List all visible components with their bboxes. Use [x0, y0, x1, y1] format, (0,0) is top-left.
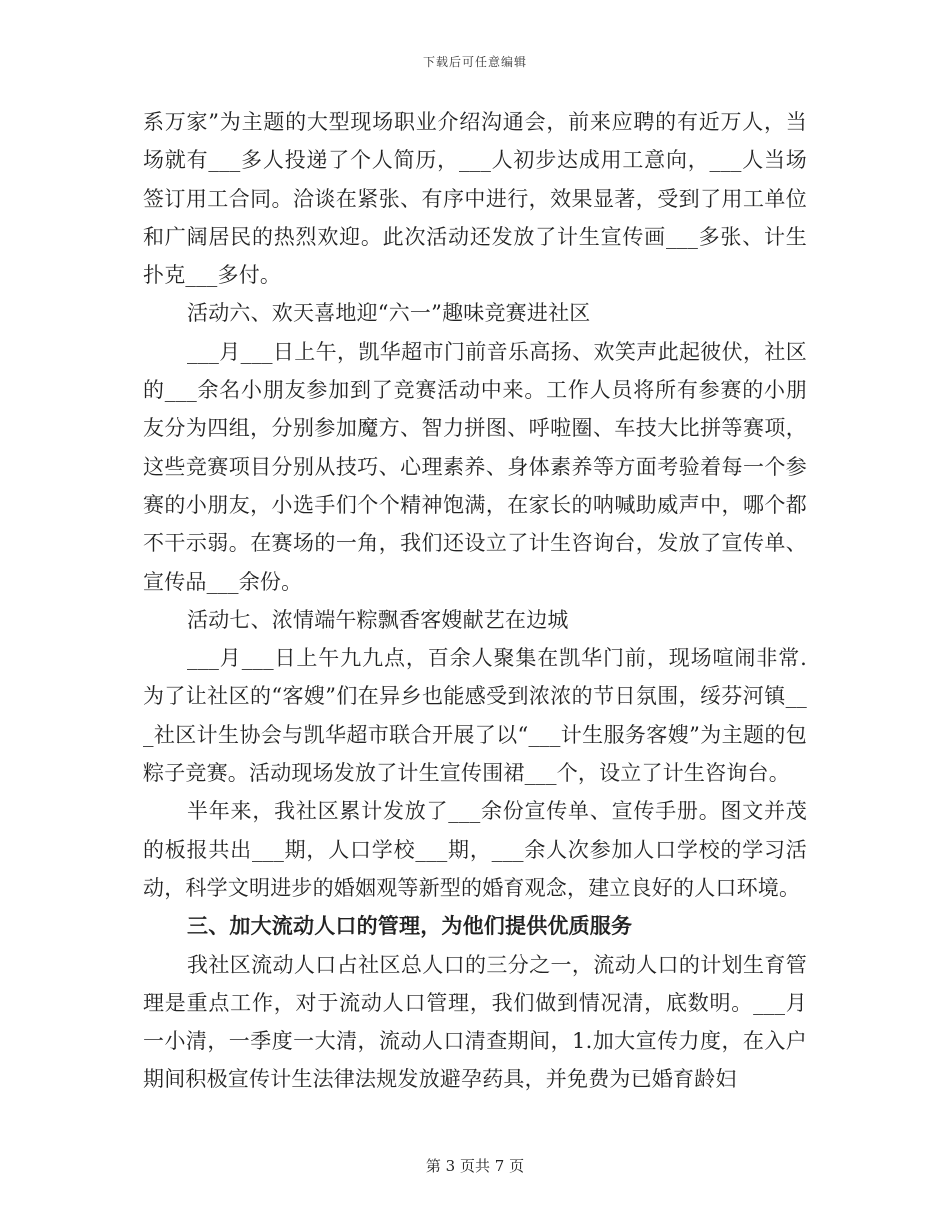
- paragraph-dragon-boat: ___月___日上午九九点，百余人聚集在凯华门前，现场喧闹非常.为了让社区的“客嫂”们在异乡也能感受到浓浓的节日氛围，绥芬河镇___社区计生协会与凯华超市联合开展了以“___计生服务客嫂”为主题的包粽子竞赛。活动现场发放了计生宣传围裙___个，设立了计生咨询台。: [143, 646, 807, 786]
- paragraph-floating-population: 我社区流动人口占社区总人口的三分之一，流动人口的计划生育管理是重点工作，对于流动人口管理，我们做到情况清，底数明。___月一小清，一季度一大清，流动人口清查期间，1.加大宣传力度，在入户期间积极宣传计生法律法规发放避孕药具，并免费为已婚育龄妇: [143, 952, 807, 1092]
- activity-seven-title: 活动七、浓情端午粽飘香客嫂献艺在边城: [187, 607, 569, 632]
- paragraph-children-contest: ___月___日上午，凯华超市门前音乐高扬、欢笑声此起彼伏，社区的___余名小朋友参加到了竞赛活动中来。工作人员将所有参赛的小朋友分为四组，分别参加魔方、智力拼图、呼啦圈、车技大比拼等赛项，这些竞赛项目分别从技巧、心理素养、身体素养等方面考验着每一个参赛的小朋友，小选手们个个精神饱满，在家长的呐喊助威声中，哪个都不干示弱。在赛场的一角，我们还设立了计生咨询台，发放了宣传单、宣传品___余份。: [143, 339, 807, 594]
- paragraph-half-year-summary: 半年来，我社区累计发放了___余份宣传单、宣传手册。图文并茂的板报共出___期，人口学校___期，___余人次参加人口学校的学习活动，科学文明进步的婚姻观等新型的婚育观念，建立良好的人口环境。: [143, 799, 807, 900]
- page-number: 第 3 页共 7 页: [425, 1157, 525, 1175]
- paragraph-job-fair: 系万家”为主题的大型现场职业介绍沟通会，前来应聘的有近万人，当场就有___多人投递了个人简历，___人初步达成用工意向，___人当场签订用工合同。洽谈在紧张、有序中进行，效果显著，受到了用工单位和广阔居民的热烈欢迎。此次活动还发放了计生宣传画___多张、计生扑克___多付。: [143, 110, 807, 288]
- document-body: [143, 103, 807, 1099]
- page-header: 下载后可任意编辑: [422, 55, 527, 69]
- section-three-heading: 三、加大流动人口的管理，为他们提供优质服务: [187, 913, 633, 939]
- activity-six-title: 活动六、欢天喜地迎“六一”趣味竞赛进社区: [187, 301, 591, 326]
